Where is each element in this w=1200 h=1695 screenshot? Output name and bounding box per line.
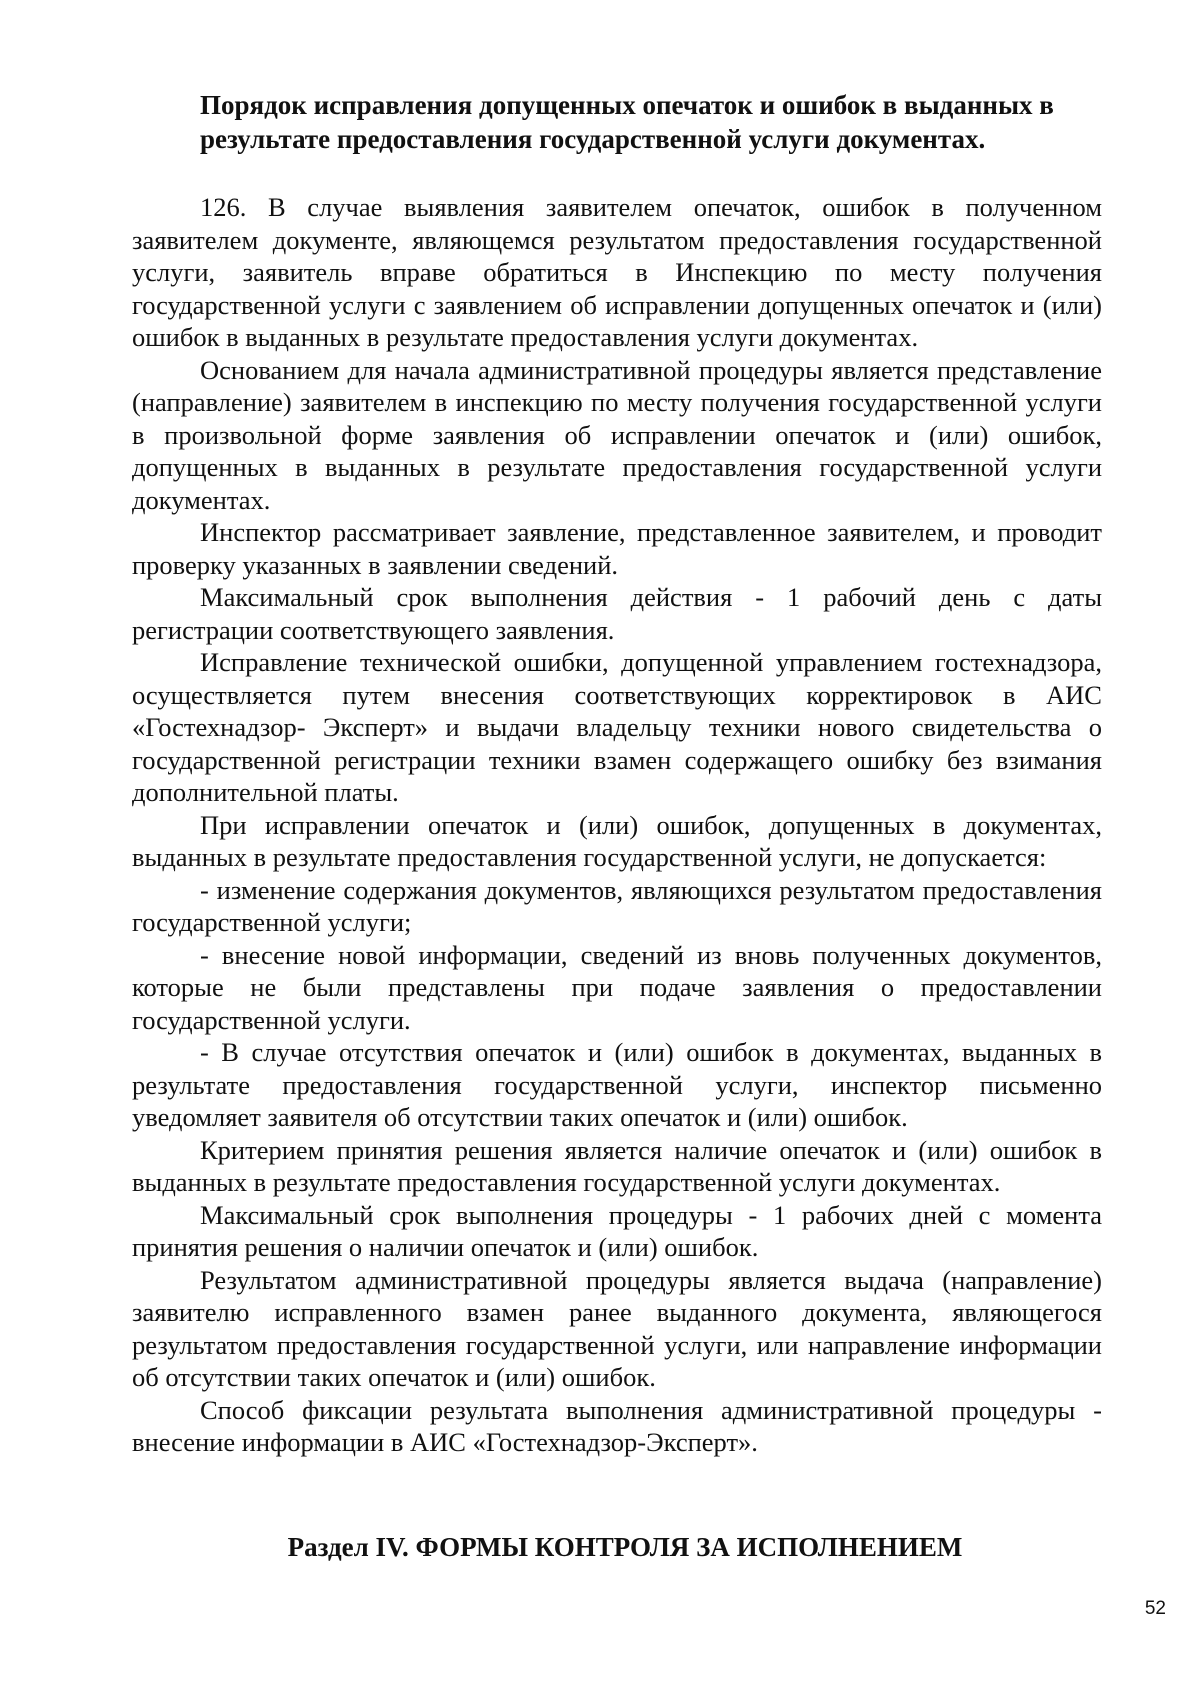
paragraph-procedure-deadline: Максимальный срок выполнения процедуры - 1 рабочих дней с момента принятия решения о наличии опечаток и (или) ошибок. — [132, 1199, 1102, 1262]
paragraph-no-errors: - В случае отсутствия опечаток и (или) ошибок в документах, выданных в результате предоставления государственной услуги, инспектор письменно уведомляет заявителя об отсутствии таких опечаток и (или) ошибок. — [132, 1037, 1102, 1132]
list-item-content-change: - изменение содержания документов, являющихся результатом предоставления государственной услуги; — [132, 874, 1102, 937]
section-heading: Раздел IV. ФОРМЫ КОНТРОЛЯ ЗА ИСПОЛНЕНИЕМ — [287, 1532, 963, 1562]
document-body — [132, 191, 1102, 1459]
paragraph-126: 126. В случае выявления заявителем опечаток, ошибок в полученном заявителем документе, являющемся результатом предоставления государственной услуги, заявитель вправе обратиться в Инспекцию по месту получения государственной услуги с заявлением об исправлении допущенных опечаток и (или) ошибок в выданных в результате предоставления услуги документах. — [132, 192, 1102, 352]
paragraph-not-allowed: При исправлении опечаток и (или) ошибок, допущенных в документах, выданных в результате предоставления государственной услуги, не допускается: — [132, 809, 1102, 872]
list-item-new-information: - внесение новой информации, сведений из вновь полученных документов, которые не были представлены при подаче заявления о предоставлении государственной услуги. — [132, 939, 1102, 1035]
page-title: Порядок исправления допущенных опечаток и ошибок в выданных в результате предоставления государственной услуги документах. — [200, 90, 1054, 154]
paragraph-inspector: Инспектор рассматривает заявление, представленное заявителем, и проводит проверку указанных в заявлении сведений. — [132, 517, 1102, 580]
page-number: 52 — [1144, 1598, 1166, 1619]
paragraph-basis: Основанием для начала административной процедуры является представление (направление) заявителем в инспекцию по месту получения государственной услуги в произвольной форме заявления об исправлении опечаток и (или) ошибок, допущенных в выданных в результате предоставления государственной услуги документах. — [132, 354, 1102, 515]
paragraph-decision-criterion: Критерием принятия решения является наличие опечаток и (или) ошибок в выданных в результате предоставления государственной услуги документах. — [132, 1134, 1102, 1197]
paragraph-fixation-method: Способ фиксации результата выполнения административной процедуры - внесение информации в АИС «Гостехнадзор-Эксперт». — [132, 1394, 1102, 1457]
paragraph-result: Результатом административной процедуры является выдача (направление) заявителю исправленного взамен ранее выданного документа, являющегося результатом предоставления государственной услуги, или направление информации об отсутствии таких опечаток и (или) ошибок. — [132, 1264, 1102, 1392]
paragraph-action-deadline: Максимальный срок выполнения действия - 1 рабочий день с даты регистрации соответствующего заявления. — [132, 582, 1102, 645]
paragraph-technical-error: Исправление технической ошибки, допущенной управлением гостехнадзора, осуществляется путем внесения соответствующих корректировок в АИС «Гостехнадзор- Эксперт» и выдачи владельцу техники нового свидетельства о государственной регистрации техники взамен содержащего ошибку без взимания дополнительной платы. — [132, 647, 1102, 807]
